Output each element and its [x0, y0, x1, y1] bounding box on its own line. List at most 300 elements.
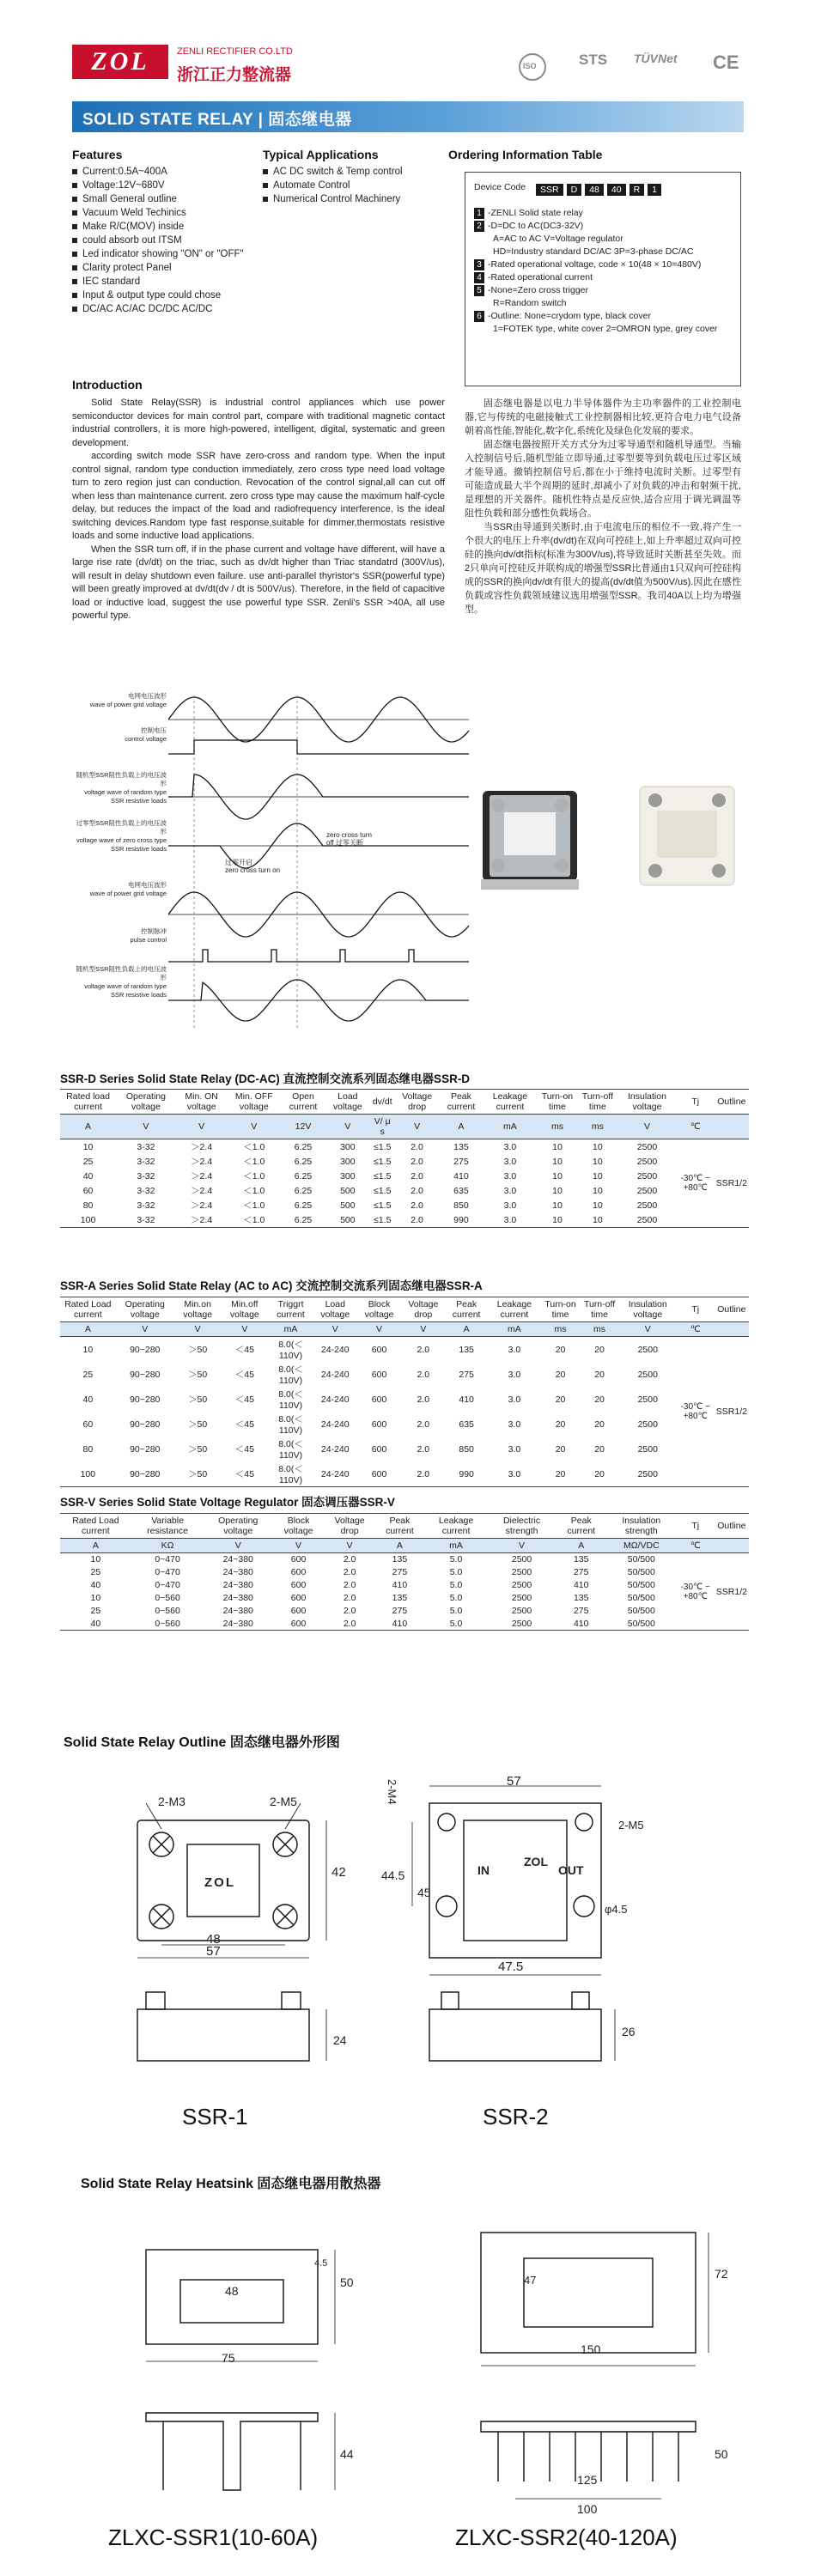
- table-cell: 410: [374, 1618, 424, 1631]
- table-cell: 2.0: [417, 1443, 430, 1455]
- table-header-cell: Operating voltage: [116, 1297, 174, 1322]
- waveform-label-en: wave of power grid voltage: [89, 890, 167, 897]
- table-unit-cell: V/ μ s: [370, 1115, 395, 1139]
- table-cell: 2.0: [395, 1212, 440, 1228]
- table-cell: 5.0: [449, 1580, 463, 1590]
- feature-item: IEC standard: [72, 275, 244, 289]
- table-unit-cell: V: [116, 1322, 174, 1337]
- ordering-line: [474, 207, 736, 220]
- table-cell: 3-32: [137, 1170, 155, 1182]
- ssr2-dim-m4: 2-M4: [386, 1779, 398, 1805]
- code-part: D: [567, 184, 582, 196]
- table-unit-cell: ℃: [677, 1115, 715, 1139]
- table-cell: 0~560: [131, 1618, 204, 1631]
- intro-paragraph: When the SSR turn off, if in the phase current and voltage have different, will have a large rise rate (dv/dt) on the triac, such as dv/dt higher than Triac standatrd (300V/us), will result in delay shutdown even failure. use anti-parallel thyristor's SSR(powerful type) will been greatly improved at dv/dt(dv / dt is 500V/us). Therefore, in the field of capacitive load or inductive load, suggest the use powerful type SSR. Zenli's SSR >40A, all use powerful type.: [72, 544, 445, 621]
- table-cell: ＜45: [234, 1444, 254, 1455]
- ssr1-dim-w2: 57: [206, 1944, 221, 1959]
- table-cell: 24-240: [320, 1443, 350, 1455]
- table-cell: ≤1.5: [374, 1141, 392, 1152]
- ssr2-label: SSR-2: [483, 2104, 549, 2129]
- ordering-line-text: -Outline: None=crydom type, black cover: [488, 311, 651, 321]
- table-cell: 275: [392, 1606, 408, 1616]
- table-header-cell: Peak current: [439, 1090, 483, 1115]
- table-cell: 2.0: [411, 1185, 423, 1196]
- table-cell: 2500: [511, 1593, 532, 1603]
- table-row: [60, 1592, 749, 1605]
- table-cell: 40: [82, 1170, 94, 1182]
- table-cell: ＜45: [234, 1394, 254, 1405]
- applications-title: Typical Applications: [263, 148, 379, 161]
- table-v-title: SSR-V Series Solid State Voltage Regulator 固态调压器SSR-V: [60, 1496, 395, 1509]
- table-cell: 600: [290, 1606, 307, 1616]
- zero-on-annotation: 过零开启 zero cross turn on: [225, 859, 281, 874]
- table-header-cell: Block voltage: [272, 1514, 325, 1539]
- table-header-cell: Min.on voltage: [174, 1297, 222, 1322]
- table-unit-cell: ℃: [677, 1539, 715, 1553]
- table-cell: 3-32: [137, 1185, 155, 1196]
- table-cell: 3.0: [503, 1156, 517, 1167]
- table-header-cell: Tj: [677, 1090, 715, 1115]
- table-unit-cell: V: [325, 1115, 370, 1139]
- table-cell: 635: [459, 1419, 474, 1430]
- table-cell: 135: [573, 1593, 589, 1603]
- ssr2-dim-m5: 2-M5: [618, 1819, 644, 1832]
- cert-sts-logo: STS: [579, 52, 608, 68]
- ordering-line-number: 2: [474, 221, 484, 232]
- ordering-line: [474, 297, 736, 310]
- table-cell: 24-240: [320, 1344, 350, 1355]
- applications-list: [263, 165, 452, 206]
- table-unit-cell: KΩ: [131, 1539, 204, 1553]
- cert-ce-logo: CE: [713, 52, 739, 73]
- table-cell: 2.0: [343, 1580, 356, 1590]
- ordering-line-number: 6: [474, 311, 484, 322]
- code-part: 48: [585, 184, 604, 196]
- table-header-cell: Min. ON voltage: [176, 1090, 228, 1115]
- table-header-cell: Open current: [281, 1090, 325, 1115]
- waveform-label: [74, 771, 167, 805]
- hs2-dim-w: 150: [581, 2342, 601, 2356]
- table-header-cell: Peak current: [557, 1514, 606, 1539]
- table-unit-cell: 12V: [281, 1115, 325, 1139]
- table-cell: 2.0: [401, 1461, 445, 1487]
- table-cell: 600: [371, 1369, 387, 1380]
- table-cell: 6.25: [294, 1185, 313, 1196]
- table-cell: 300: [340, 1170, 356, 1182]
- table-unit-cell: ms: [580, 1322, 618, 1337]
- ordering-line: [474, 233, 736, 246]
- ssr1-label: SSR-1: [182, 2104, 248, 2129]
- outline-cell: SSR1/2: [715, 1337, 749, 1487]
- table-cell: 2500: [637, 1443, 658, 1455]
- table-cell: 20: [594, 1443, 605, 1455]
- hs1-dim-w-in: 48: [225, 2284, 239, 2298]
- table-cell: 2500: [636, 1200, 658, 1211]
- introduction-cn: [465, 397, 741, 617]
- ssr2-dim-w-bot: 47.5: [498, 1959, 524, 1974]
- table-cell: 600: [290, 1580, 307, 1590]
- table-unit-cell: [715, 1115, 749, 1139]
- ssr1-dim-m3: 2-M3: [158, 1795, 186, 1808]
- table-cell: 20: [555, 1369, 566, 1380]
- outline-cell: SSR1/2: [715, 1139, 749, 1228]
- application-item: Automate Control: [263, 179, 452, 192]
- hs1-dim-w: 75: [222, 2351, 235, 2365]
- table-unit-cell: V: [488, 1539, 557, 1553]
- table-cell: 25: [82, 1369, 94, 1380]
- table-cell: 24~380: [222, 1554, 253, 1565]
- ordering-line: [474, 220, 736, 233]
- waveform-label-en: wave of power grid voltage: [89, 701, 167, 708]
- table-d-title: SSR-D Series Solid State Relay (DC-AC) 直流控制交流系列固态继电器SSR-D: [60, 1072, 471, 1085]
- table-header-cell: Leakage current: [425, 1514, 488, 1539]
- table-header-cell: Outline: [715, 1297, 749, 1322]
- intro-paragraph: Solid State Relay(SSR) is industrial control appliances which use power semiconductor devices for main control part, compare with traditional magnetic contact industrial controllers, it is more high-powered, intelligent, digital, systematic and green development.: [72, 398, 445, 448]
- table-cell: 0~470: [155, 1567, 180, 1577]
- table-cell: 20: [555, 1419, 566, 1430]
- table-cell: 3.0: [503, 1141, 517, 1152]
- table-cell: 100: [60, 1461, 116, 1487]
- table-header-cell: Load voltage: [313, 1297, 357, 1322]
- table-unit-cell: A: [445, 1322, 488, 1337]
- table-cell: 90~280: [130, 1419, 161, 1430]
- feature-item: Clarity protect Panel: [72, 261, 244, 275]
- table-cell: ＜1.0: [243, 1157, 265, 1167]
- code-part: 1: [648, 184, 661, 196]
- table-cell: 50/500: [627, 1554, 655, 1565]
- table-row: [60, 1461, 749, 1487]
- table-header-cell: Voltage drop: [395, 1090, 440, 1115]
- table-header-cell: Rated Load current: [60, 1297, 116, 1322]
- hs2-dim-h-in: 47: [524, 2274, 537, 2287]
- feature-item: Make R/C(MOV) inside: [72, 220, 244, 234]
- ssr1-dim-side-h: 24: [333, 2033, 347, 2047]
- ordering-line: [474, 246, 736, 258]
- table-cell: 6.25: [281, 1212, 325, 1228]
- table-unit-cell: A: [60, 1115, 116, 1139]
- ssr1-top-drawing: [129, 1795, 361, 2001]
- table-cell: ＞50: [188, 1394, 208, 1405]
- table-cell: 20: [594, 1394, 605, 1405]
- table-cell: 5.0: [449, 1593, 463, 1603]
- ssr2-logo-text: ZOL: [524, 1855, 548, 1868]
- table-cell: 2500: [637, 1394, 658, 1405]
- table-cell: 10: [593, 1156, 603, 1167]
- table-cell: 50/500: [627, 1567, 655, 1577]
- table-cell: ＜1.0: [243, 1186, 265, 1196]
- feature-item: Current:0.5A~400A: [72, 165, 244, 179]
- feature-item: Led indicator showing "ON" or "OFF": [72, 247, 244, 261]
- table-cell: 275: [392, 1567, 408, 1577]
- table-cell: 3.0: [503, 1200, 517, 1211]
- table-unit-cell: V: [313, 1322, 357, 1337]
- table-cell: 850: [459, 1443, 474, 1455]
- table-header-cell: Leakage current: [483, 1090, 537, 1115]
- ssr2-dim-side-h: 26: [622, 2025, 636, 2038]
- ssr1-logo-text: ZOL: [204, 1875, 235, 1890]
- table-cell: 3.0: [508, 1394, 521, 1405]
- table-row: [60, 1362, 749, 1387]
- waveform-label-cn: 控制脉冲: [141, 927, 167, 935]
- table-cell: 600: [290, 1567, 307, 1577]
- table-cell: ＜1.0: [243, 1171, 265, 1182]
- table-cell: ＞2.4: [191, 1171, 213, 1182]
- device-code-label: Device Code: [474, 182, 526, 192]
- table-row: [60, 1169, 749, 1183]
- ordering-line-number: 5: [474, 285, 484, 296]
- table-header-cell: Insulation strength: [606, 1514, 677, 1539]
- feature-item: DC/AC AC/AC DC/DC AC/DC: [72, 302, 244, 316]
- table-cell: 2500: [511, 1567, 532, 1577]
- ordering-line-text: -Rated operational current: [488, 272, 593, 283]
- table-cell: 20: [594, 1344, 605, 1355]
- table-cell: 990: [439, 1212, 483, 1228]
- waveform-label: [74, 965, 167, 999]
- table-cell: 275: [573, 1567, 589, 1577]
- table-header-cell: Turn-off time: [580, 1297, 618, 1322]
- table-header-cell: Variable resistance: [131, 1514, 204, 1539]
- features-list: [72, 165, 244, 316]
- table-row: [60, 1553, 749, 1566]
- table-header-cell: Insulation voltage: [619, 1297, 677, 1322]
- table-cell: 410: [557, 1618, 606, 1631]
- table-cell: 90~280: [116, 1461, 174, 1487]
- code-part: SSR: [536, 184, 563, 196]
- table-cell: 8.0(＜110V): [278, 1340, 303, 1361]
- table-cell: 24~380: [222, 1606, 253, 1616]
- ordering-line-number: 1: [474, 208, 484, 219]
- table-cell: 10: [552, 1200, 563, 1211]
- table-cell: 3.0: [508, 1344, 521, 1355]
- table-cell: 275: [573, 1606, 589, 1616]
- table-cell: 10: [593, 1200, 603, 1211]
- application-item: Numerical Control Machinery: [263, 192, 452, 206]
- tj-cell: -30℃ ~ +80℃: [677, 1337, 715, 1487]
- table-cell: ≤1.5: [374, 1156, 392, 1167]
- table-row: [60, 1412, 749, 1437]
- table-header-cell: Tj: [677, 1297, 715, 1322]
- table-unit-cell: V: [272, 1539, 325, 1553]
- ordering-line: [474, 284, 736, 297]
- table-cell: 2500: [617, 1212, 676, 1228]
- feature-item: Small General outline: [72, 192, 244, 206]
- table-a-title: SSR-A Series Solid State Relay (AC to AC) 交流控制交流系列固态继电器SSR-A: [60, 1279, 483, 1292]
- table-row: [60, 1139, 749, 1155]
- waveform-label-en: control voltage: [125, 735, 167, 743]
- feature-item: Voltage:12V~680V: [72, 179, 244, 192]
- table-cell: 410: [392, 1580, 408, 1590]
- waveform-label-en: pulse control: [130, 936, 167, 944]
- waveform-label-cn: 电网电压波形: [128, 881, 167, 889]
- ssr2-in-label: IN: [477, 1863, 490, 1877]
- table-cell: 90~280: [130, 1443, 161, 1455]
- ssr-white-product-image: [631, 769, 743, 898]
- ssr1-dim-m5: 2-M5: [270, 1795, 297, 1808]
- table-cell: 6.25: [294, 1200, 313, 1211]
- table-cell: 5.0: [449, 1606, 463, 1616]
- table-cell: 275: [459, 1369, 474, 1380]
- ordering-lines: [474, 207, 736, 336]
- table-cell: ＞50: [188, 1345, 208, 1355]
- table-cell: ＞50: [174, 1461, 222, 1487]
- table-cell: 2500: [511, 1580, 532, 1590]
- table-cell: 10: [90, 1593, 101, 1603]
- waveform-label: [74, 692, 167, 709]
- ssr2-dim-hole: φ4.5: [605, 1903, 628, 1916]
- cert-tuv-logo: TÜVNet: [634, 52, 678, 65]
- cert-iso-logo: ISO: [515, 52, 550, 90]
- table-cell: 3-32: [116, 1212, 176, 1228]
- table-header-cell: Outline: [715, 1090, 749, 1115]
- waveform-label: [74, 819, 167, 854]
- table-cell: 10: [82, 1141, 94, 1152]
- table-unit-cell: A: [557, 1539, 606, 1553]
- table-cell: 3-32: [137, 1141, 155, 1152]
- table-cell: 10: [552, 1141, 563, 1152]
- table-cell: 10: [552, 1185, 563, 1196]
- table-row: [60, 1387, 749, 1412]
- table-header-cell: Leakage current: [488, 1297, 541, 1322]
- table-a: [60, 1297, 749, 1487]
- table-cell: 135: [573, 1554, 589, 1565]
- table-cell: ＞2.4: [191, 1186, 213, 1196]
- table-cell: ＜45: [234, 1370, 254, 1380]
- table-cell: 24-240: [313, 1461, 357, 1487]
- table-unit-cell: A: [439, 1115, 483, 1139]
- table-unit-cell: ms: [541, 1322, 581, 1337]
- table-cell: 10: [538, 1212, 578, 1228]
- table-cell: 2.0: [325, 1618, 374, 1631]
- hs1-dim-h2: 44: [340, 2447, 354, 2461]
- table-cell: 60: [82, 1419, 94, 1430]
- table-cell: ＜1.0: [228, 1212, 282, 1228]
- table-cell: ＞2.4: [191, 1200, 213, 1211]
- table-cell: 0~470: [155, 1580, 180, 1590]
- table-cell: 24~380: [222, 1567, 253, 1577]
- table-cell: 3.0: [508, 1419, 521, 1430]
- code-part: 40: [607, 184, 626, 196]
- table-cell: 500: [325, 1212, 370, 1228]
- table-header-cell: Peak current: [445, 1297, 488, 1322]
- ssr1-side-drawing: [129, 1984, 361, 2069]
- table-cell: 600: [290, 1554, 307, 1565]
- table-cell: 50/500: [606, 1618, 677, 1631]
- ordering-line-text: R=Random switch: [493, 298, 567, 308]
- hs2-dim-h2: 50: [715, 2447, 728, 2461]
- ordering-line: [474, 258, 736, 271]
- introduction-en: [72, 397, 445, 623]
- table-cell: 2.0: [343, 1606, 356, 1616]
- table-cell: 8.0(＜110V): [278, 1414, 303, 1436]
- table-cell: 90~280: [130, 1394, 161, 1405]
- table-cell: 20: [594, 1369, 605, 1380]
- table-cell: ＜1.0: [243, 1200, 265, 1211]
- features-title: Features: [72, 148, 123, 161]
- table-cell: 6.25: [294, 1141, 313, 1152]
- table-cell: 600: [371, 1443, 387, 1455]
- table-unit-cell: A: [60, 1539, 131, 1553]
- table-cell: 410: [573, 1580, 589, 1590]
- table-header-cell: Voltage drop: [325, 1514, 374, 1539]
- table-cell: 2.0: [343, 1567, 356, 1577]
- intro-cn-paragraph: 当SSR由导通到关断时,由于电流电压的相位不一致,将产生一个很大的电压上升率(dv/dt)在双向可控硅上,如上升率超过双向可控硅的换向dv/dt指标(标准为300V/us),将导致延时关断甚至失效。而2只单向可控硅反并联构成的增强型SSR比普通由1只双向可控硅构成的SSR的换向dv/dt有很大的提高(dv/dt值为500V/us).因此在感性负载或容性负载领域建议选用增强型SSR。我司40A以上均为增强型。: [465, 522, 741, 615]
- table-row: [60, 1437, 749, 1461]
- table-cell: 40: [90, 1580, 101, 1590]
- feature-item: Input & output type could chose: [72, 289, 244, 302]
- table-cell: 2.0: [417, 1419, 430, 1430]
- table-cell: 300: [340, 1141, 356, 1152]
- table-header-cell: dv/dt: [370, 1090, 395, 1115]
- table-header-cell: Operating voltage: [116, 1090, 176, 1115]
- table-cell: 3.0: [503, 1170, 517, 1182]
- table-unit-cell: V: [204, 1539, 272, 1553]
- table-cell: 3-32: [137, 1200, 155, 1211]
- table-unit-cell: A: [374, 1539, 424, 1553]
- table-cell: ＞50: [188, 1444, 208, 1455]
- table-cell: 2.0: [411, 1141, 423, 1152]
- table-d: [60, 1089, 749, 1228]
- table-cell: 2500: [511, 1606, 532, 1616]
- outline-section-title: Solid State Relay Outline 固态继电器外形图: [64, 1735, 340, 1750]
- table-cell: 0~560: [155, 1606, 180, 1616]
- table-unit-cell: V: [395, 1115, 440, 1139]
- table-cell: 0~560: [155, 1593, 180, 1603]
- table-cell: 10: [552, 1156, 563, 1167]
- table-header-cell: Turn-off time: [577, 1090, 617, 1115]
- table-cell: 6.25: [294, 1170, 313, 1182]
- waveform-label-en: voltage wave of random type SSR resistive loads: [84, 788, 167, 805]
- table-cell: 25: [90, 1606, 101, 1616]
- table-cell: ≤1.5: [374, 1185, 392, 1196]
- ordering-line: [474, 271, 736, 284]
- table-header-cell: Tj: [677, 1514, 715, 1539]
- table-cell: 2500: [636, 1170, 658, 1182]
- table-cell: 10: [593, 1185, 603, 1196]
- table-header-cell: Rated Load current: [60, 1514, 131, 1539]
- waveform-label-cn: 控制电压: [141, 726, 167, 734]
- table-cell: 5.0: [449, 1554, 463, 1565]
- table-unit-cell: ms: [538, 1115, 578, 1139]
- ordering-line-number: 3: [474, 259, 484, 270]
- heatsink2-drawing: [464, 2207, 721, 2516]
- table-cell: 135: [459, 1344, 474, 1355]
- ssr1-dim-w1: 48: [206, 1932, 221, 1947]
- ordering-line-text: HD=Industry standard DC/AC 3P=3-phase DC/AC: [493, 246, 694, 257]
- company-name-cn: 浙江正力整流器: [177, 66, 292, 84]
- table-cell: 410: [459, 1394, 474, 1405]
- table-cell: 80: [82, 1200, 94, 1211]
- hs1-dim-h-small: 4.5: [314, 2258, 328, 2269]
- table-cell: 60: [82, 1185, 94, 1196]
- table-cell: 10: [577, 1212, 617, 1228]
- waveform-label-cn: 随机型SSR阻性负载上的电压波形: [76, 965, 167, 981]
- table-cell: 10: [82, 1344, 94, 1355]
- table-cell: 2.0: [343, 1554, 356, 1565]
- ordering-line-text: 1=FOTEK type, white cover 2=OMRON type, grey cover: [493, 324, 718, 334]
- table-cell: 2.0: [411, 1170, 423, 1182]
- table-cell: 40: [60, 1618, 131, 1631]
- table-row: [60, 1183, 749, 1198]
- table-row: [60, 1618, 749, 1631]
- table-cell: 635: [453, 1185, 469, 1196]
- table-cell: ＞2.4: [191, 1142, 213, 1152]
- ssr2-top-drawing: [395, 1769, 653, 1992]
- feature-item: Vacuum Weld Techinics: [72, 206, 244, 220]
- waveform-label: [74, 726, 167, 744]
- waveform-label: [74, 881, 167, 898]
- table-cell: 500: [340, 1185, 356, 1196]
- table-cell: 2.0: [411, 1156, 423, 1167]
